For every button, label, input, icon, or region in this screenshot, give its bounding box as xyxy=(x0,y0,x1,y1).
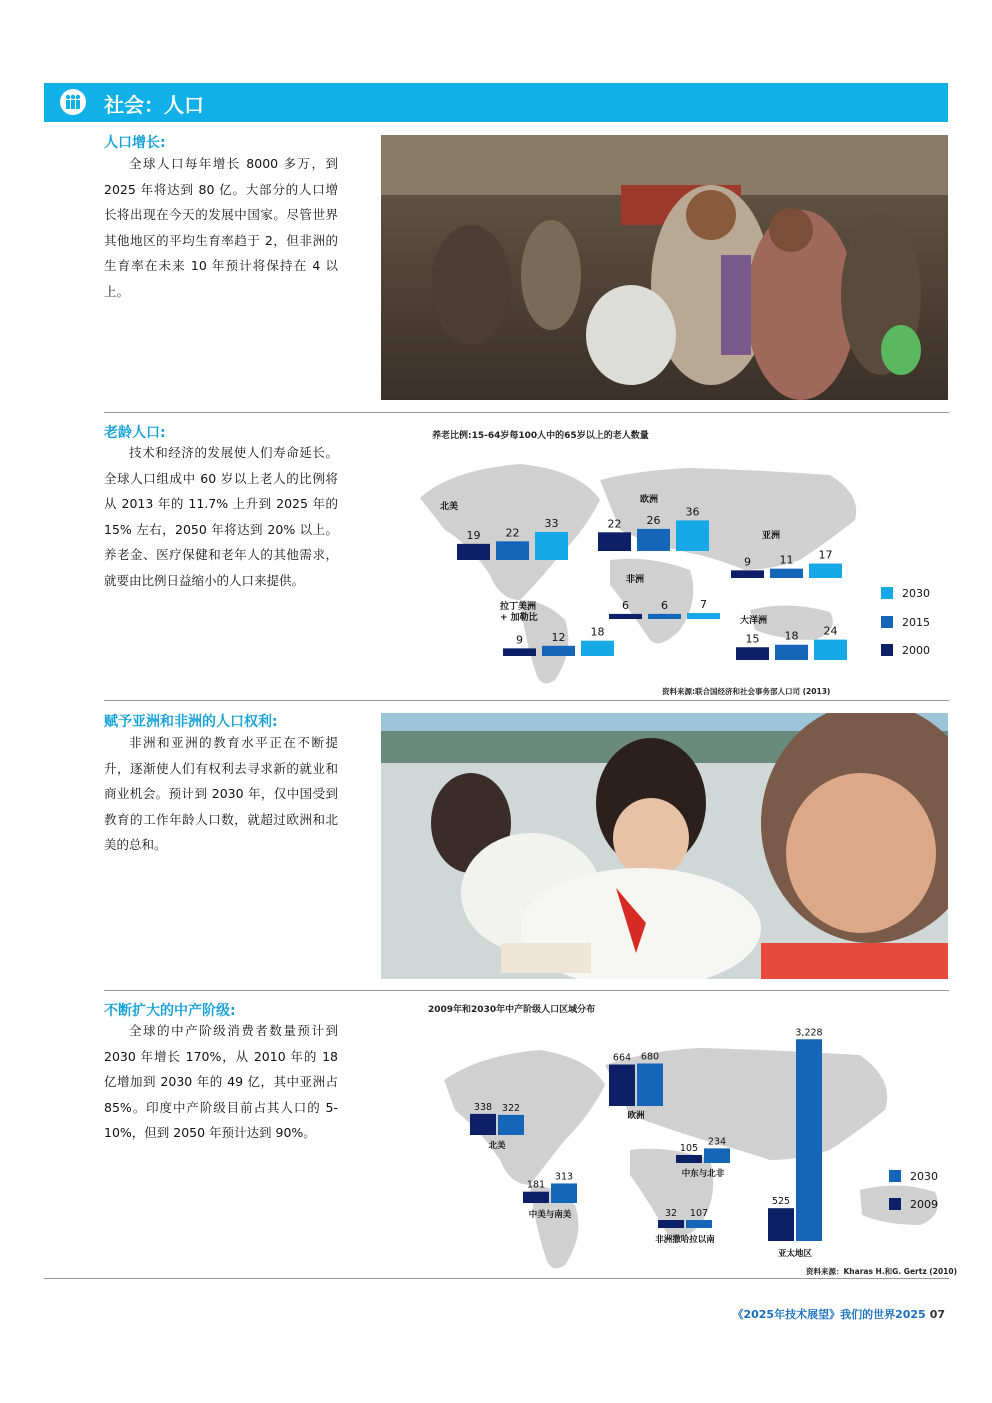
chart2-bar xyxy=(676,1155,702,1163)
chart1-bar xyxy=(609,614,642,619)
chart1-legend-label: 2030 xyxy=(902,587,930,600)
chart1-region-label: 拉丁美洲 xyxy=(500,602,537,612)
chart2-value-label: 322 xyxy=(501,1102,521,1114)
chart2-value-label: 105 xyxy=(679,1143,699,1154)
heading-middle: 不断扩大的中产阶级: xyxy=(104,1003,236,1019)
chart1-value-label: 12 xyxy=(551,630,566,644)
chart2-source: 资料来源：Kharas H.和G. Gertz (2010) xyxy=(806,1267,958,1276)
chart1-bar xyxy=(687,613,720,619)
chart2-value-label: 680 xyxy=(640,1051,660,1063)
footer-text: 《2025年技术展望》我们的世界2025 xyxy=(732,1308,926,1321)
chart2-title: 2009年和2030年中产阶级人口区域分布 xyxy=(428,1005,596,1015)
text-growth: 全球人口每年增长 8000 多万，到 2025 年将达到 80 亿。大部分的人口增长将出现在今天的发展中国家。尽管世界其他地区的平均生育率趋于 2，但非洲的生育率在未来 10 年预计将保持在 4 以上。 xyxy=(104,156,338,299)
chart1-bar xyxy=(457,544,490,560)
chart1-legend xyxy=(881,587,930,657)
text-middle: 全球的中产阶级消费者数量预计到 2030 年增长 170%，从 2010 年的 18 亿增加到 2030 年的 49 亿，其中亚洲占 85%。印度中产阶级目前占其人口的 5-10%，但到 2050 年预计达到 90%。 xyxy=(104,1023,338,1140)
chart1-bar xyxy=(814,640,847,660)
chart2-value-label: 3,228 xyxy=(795,1027,823,1039)
chart2-bar xyxy=(704,1148,730,1163)
chart1-bar xyxy=(736,647,769,660)
chart1-title: 养老比例:15-64岁每100人中的65岁以上的老人数量 xyxy=(432,431,649,441)
chart1-bar xyxy=(598,532,631,551)
chart1-bar xyxy=(775,645,808,660)
chart1-value-label: 33 xyxy=(544,516,559,530)
chart1-legend-swatch xyxy=(881,616,893,628)
chart1-bar xyxy=(581,641,614,656)
chart1-legend-label: 2015 xyxy=(902,616,930,629)
chart1-legend-label: 2000 xyxy=(902,644,930,657)
chart2-region-label: 欧洲 xyxy=(627,1111,645,1121)
chart2-bar xyxy=(470,1114,496,1135)
chart1-value-label: 18 xyxy=(784,629,799,643)
chart1-bar xyxy=(648,614,681,619)
chart1-value-label: 24 xyxy=(823,624,838,638)
chart2-value-label: 338 xyxy=(473,1101,493,1113)
chart1-region-label: 北美 xyxy=(440,502,459,512)
chart1-value-label: 7 xyxy=(700,598,707,612)
chart2-value-label: 107 xyxy=(689,1208,709,1219)
chart1-legend-swatch xyxy=(881,587,893,599)
chart1-legend-swatch xyxy=(881,644,893,656)
chart1-value-label: 22 xyxy=(505,526,520,540)
chart1-region-label: + 加勒比 xyxy=(500,613,538,623)
chart1-value-label: 9 xyxy=(516,633,523,647)
text-aging: 技术和经济的发展使人们寿命延长。全球人口组成中 60 岁以上老人的比例将从 2013 年的 11.7% 上升到 2025 年的 15% 左右，2050 年将达到 20% 以上。养老金、医疗保健和老年人的其他需求，就要由比例日益缩小的人口来提供。 xyxy=(104,445,338,588)
chart2-bar xyxy=(609,1065,635,1107)
chart2-legend-label: 2030 xyxy=(910,1170,938,1183)
chart1-source: 资料来源:联合国经济和社会事务部人口司 (2013) xyxy=(662,687,831,696)
chart2-region-label: 中美与南美 xyxy=(528,1210,572,1220)
chart1-bar xyxy=(809,564,842,578)
chart1-bar xyxy=(676,520,709,551)
heading-aging: 老龄人口: xyxy=(104,425,166,441)
chart2-value-label: 234 xyxy=(707,1136,727,1148)
heading-growth: 人口增长: xyxy=(104,135,166,151)
heading-empower: 赋予亚洲和非洲的人口权利: xyxy=(104,714,278,730)
chart2-bar xyxy=(523,1192,549,1203)
chart1-value-label: 15 xyxy=(745,632,760,646)
chart1-value-label: 6 xyxy=(622,598,629,612)
chart1-value-label: 18 xyxy=(590,625,605,639)
chart2-bar xyxy=(658,1220,684,1228)
chart1-region-label: 亚洲 xyxy=(762,531,781,541)
chart1-bar xyxy=(542,646,575,656)
chart2-legend-label: 2009 xyxy=(910,1198,938,1211)
chart2-bar xyxy=(551,1183,577,1203)
chart1-value-label: 36 xyxy=(685,505,700,519)
chart1-value-label: 11 xyxy=(779,553,794,567)
chart2-bar xyxy=(768,1208,794,1241)
chart1-bar xyxy=(637,529,670,551)
chart1-region-label: 大洋洲 xyxy=(740,616,768,626)
page-number: 07 xyxy=(929,1308,945,1321)
chart1-value-label: 26 xyxy=(646,513,661,527)
chart1-value-label: 17 xyxy=(818,548,833,562)
chart2-value-label: 181 xyxy=(526,1179,546,1191)
chart2-value-label: 313 xyxy=(554,1171,574,1183)
chart2-region-label: 非洲撒哈拉以南 xyxy=(655,1235,715,1245)
text-empower: 非洲和亚洲的教育水平正在不断提升，逐渐使人们有权利去寻求新的就业和商业机会。预计到 2030 年，仅中国受到教育的工作年龄人口数，就超过欧洲和北美的总和。 xyxy=(104,735,338,852)
chart2-legend-swatch xyxy=(889,1198,901,1210)
chart2-region-label: 中东与北非 xyxy=(681,1169,725,1179)
chart1-region-label: 欧洲 xyxy=(640,495,659,505)
chart2-bar xyxy=(686,1220,712,1228)
chart2-value-label: 525 xyxy=(771,1196,791,1208)
page-title: 社会：人口 xyxy=(104,93,204,117)
chart2-bar xyxy=(796,1039,822,1241)
chart2-region-label: 北美 xyxy=(488,1141,506,1151)
chart1-bar xyxy=(496,541,529,560)
chart1-region-label: 非洲 xyxy=(626,575,645,585)
chart1-value-label: 22 xyxy=(607,517,622,531)
chart2-legend-swatch xyxy=(889,1170,901,1182)
chart1-bar xyxy=(503,648,536,656)
chart1-bar xyxy=(770,569,803,578)
chart2-bar xyxy=(498,1115,524,1135)
chart1-bar xyxy=(731,570,764,578)
chart2-value-label: 32 xyxy=(664,1208,678,1219)
chart1-value-label: 6 xyxy=(661,598,668,612)
chart1-value-label: 9 xyxy=(744,555,751,569)
chart2-value-label: 664 xyxy=(612,1052,632,1064)
chart1-bar xyxy=(535,532,568,560)
chart2-region-label: 亚太地区 xyxy=(777,1249,813,1259)
chart2-bar xyxy=(637,1064,663,1107)
chart1-value-label: 19 xyxy=(466,528,481,542)
